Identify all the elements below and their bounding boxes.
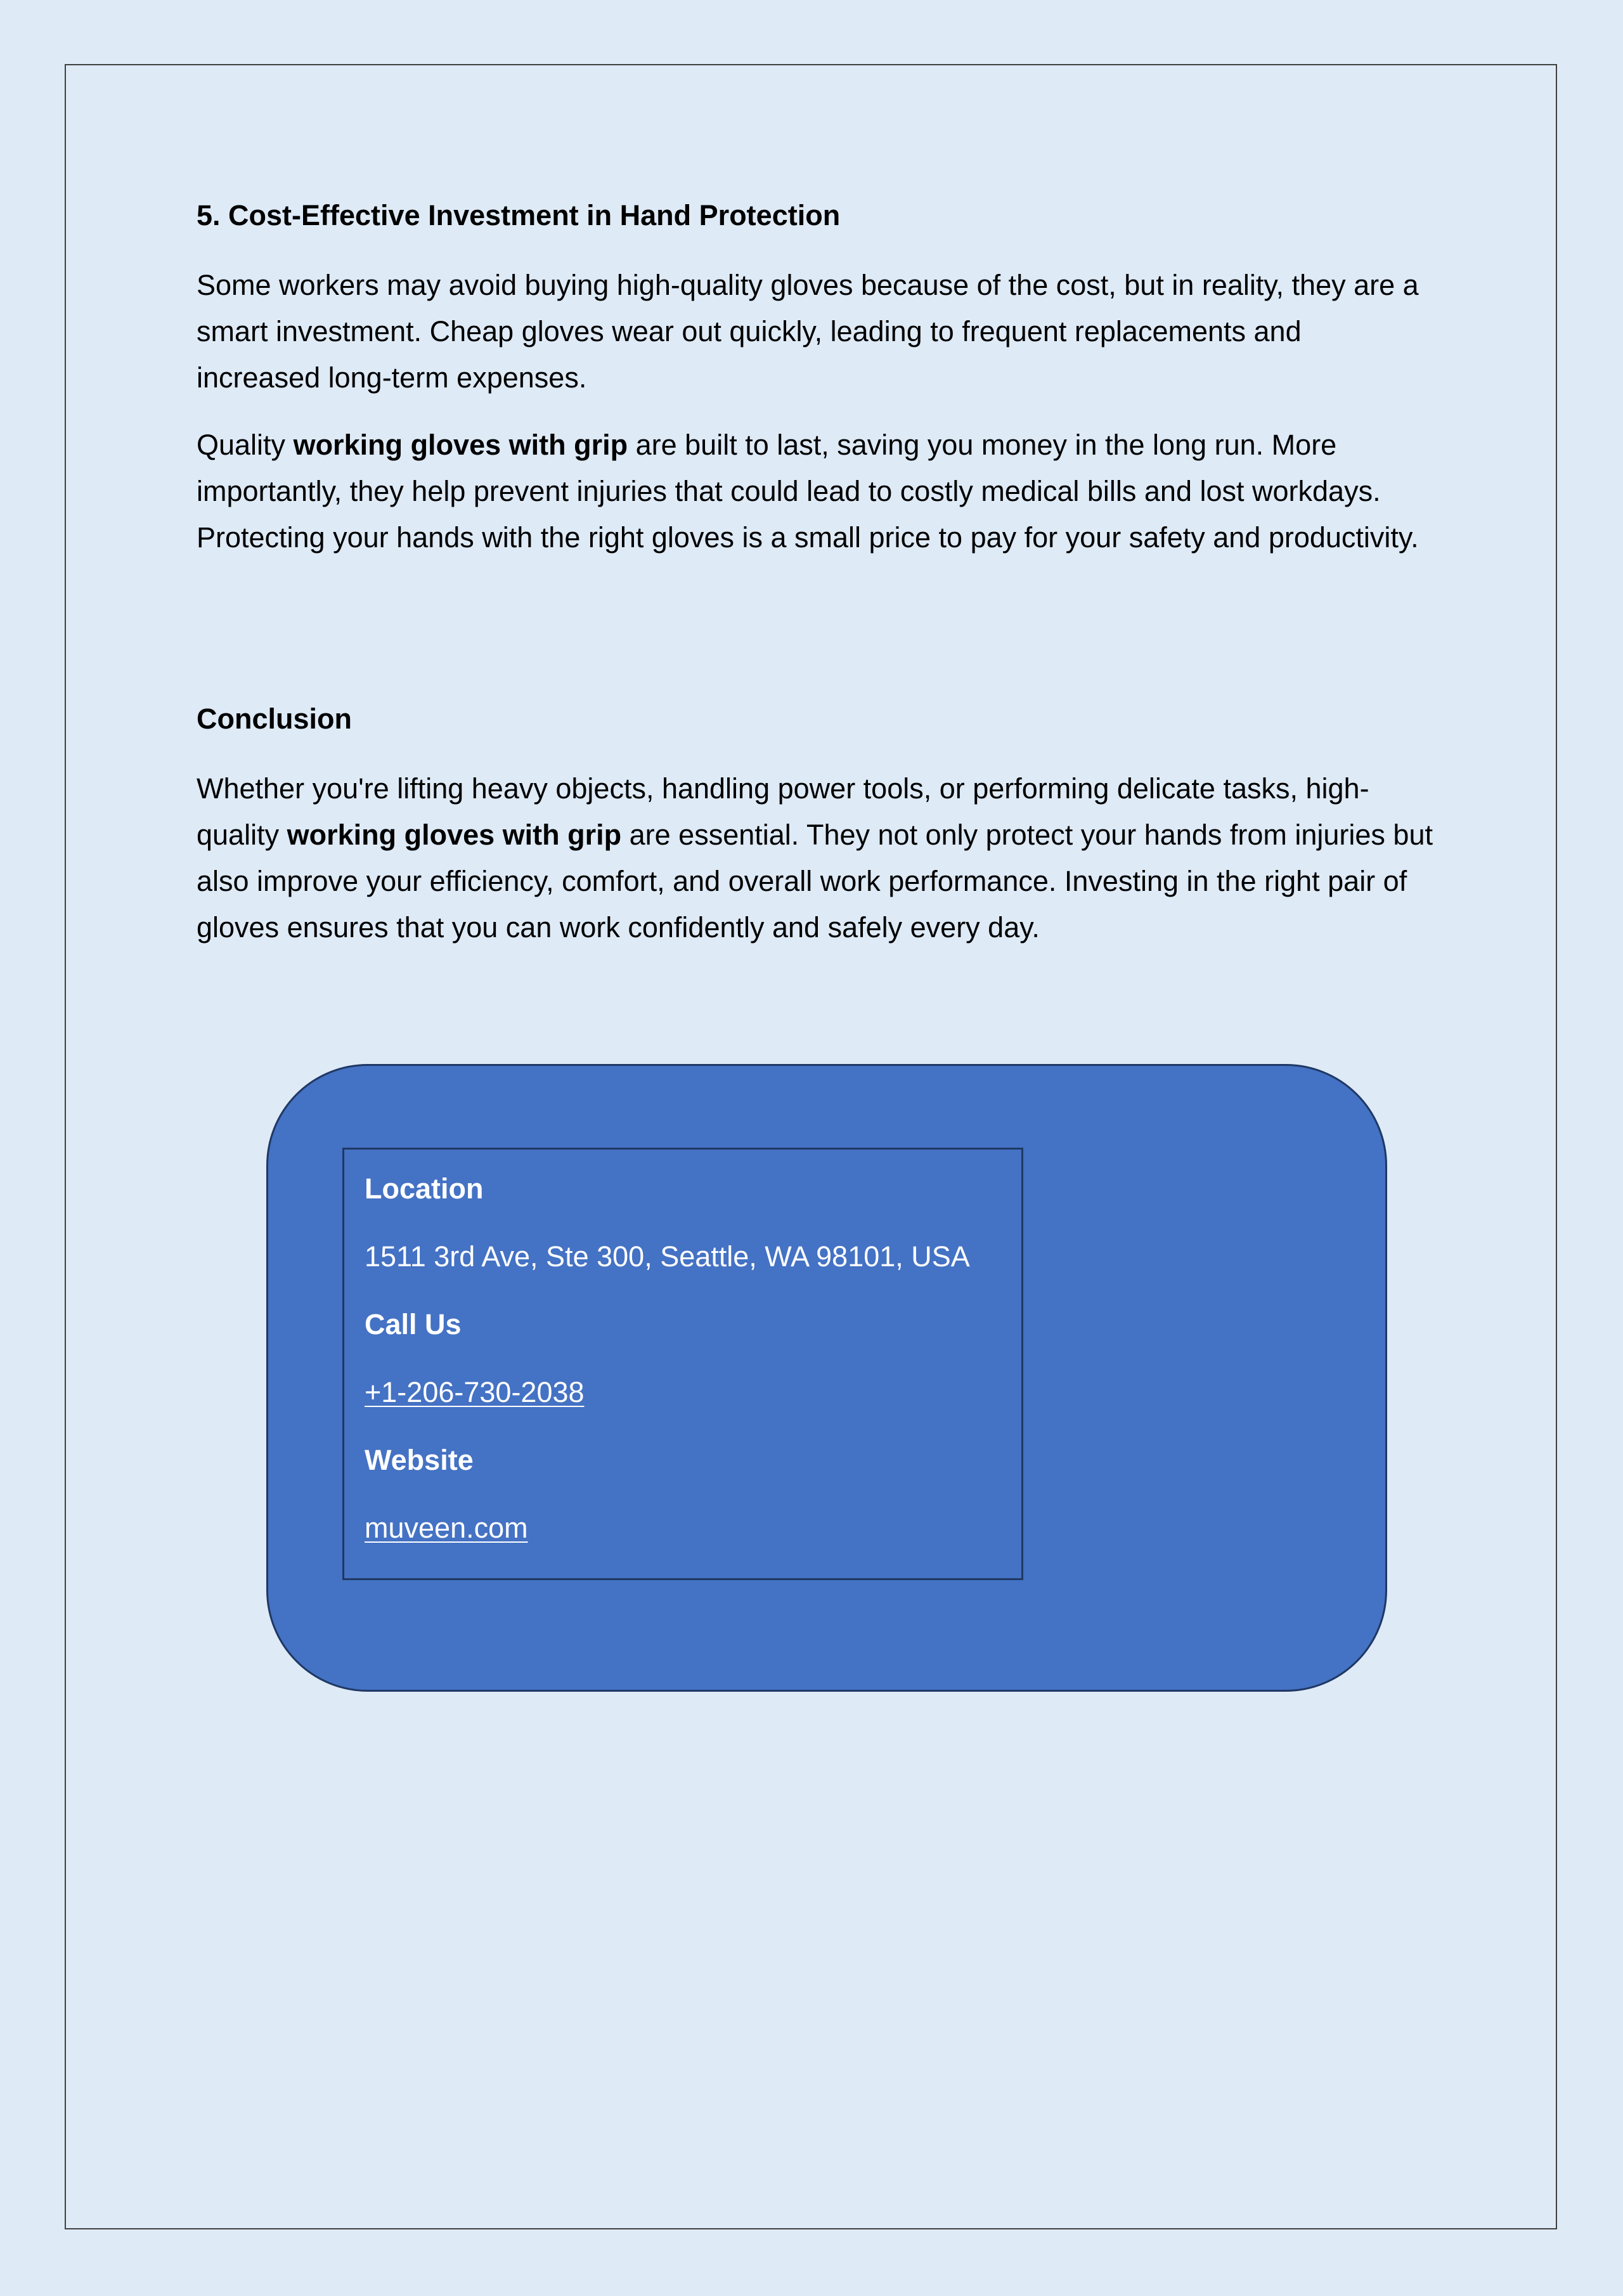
bold-keyword: working gloves with grip <box>287 819 622 851</box>
contact-info-box <box>342 1148 1023 1580</box>
paragraph-text: are essential. They not only protect your hands from injuries but also improve your efficiency, comfort, and overall work performance. Investing in the right pair of gloves ensures that you can work confidently and safely every day. <box>197 819 1433 944</box>
bold-keyword: working gloves with grip <box>293 429 628 461</box>
location-label: Location <box>365 1172 484 1205</box>
paragraph-text: Quality <box>197 429 294 461</box>
website-link[interactable]: muveen.com <box>365 1512 528 1544</box>
phone-link[interactable]: +1-206-730-2038 <box>365 1376 585 1408</box>
call-us-label: Call Us <box>365 1308 462 1340</box>
conclusion-heading: Conclusion <box>197 703 352 735</box>
paragraph-cost-intro: Some workers may avoid buying high-quality gloves because of the cost, but in reality, they are a smart investment. Cheap gloves wear out quickly, leading to frequent replacements and increased long-term expenses. <box>197 269 1419 394</box>
paragraph-text: Whether you're lifting heavy objects, handling power tools, or performing delicate tasks, high-quality <box>197 772 1369 851</box>
section-heading-cost-effective: 5. Cost-Effective Investment in Hand Protection <box>197 199 841 231</box>
paragraph-quality-gloves <box>197 422 1433 561</box>
website-label: Website <box>365 1444 474 1476</box>
paragraph-text: are built to last, saving you money in the long run. More importantly, they help prevent injuries that could lead to costly medical bills and lost workdays. Protecting your hands with the right gloves is a small price to pay for your safety and productivity. <box>197 429 1419 554</box>
paragraph-conclusion <box>197 765 1433 950</box>
location-address: 1511 3rd Ave, Ste 300, Seattle, WA 98101, USA <box>365 1240 970 1273</box>
